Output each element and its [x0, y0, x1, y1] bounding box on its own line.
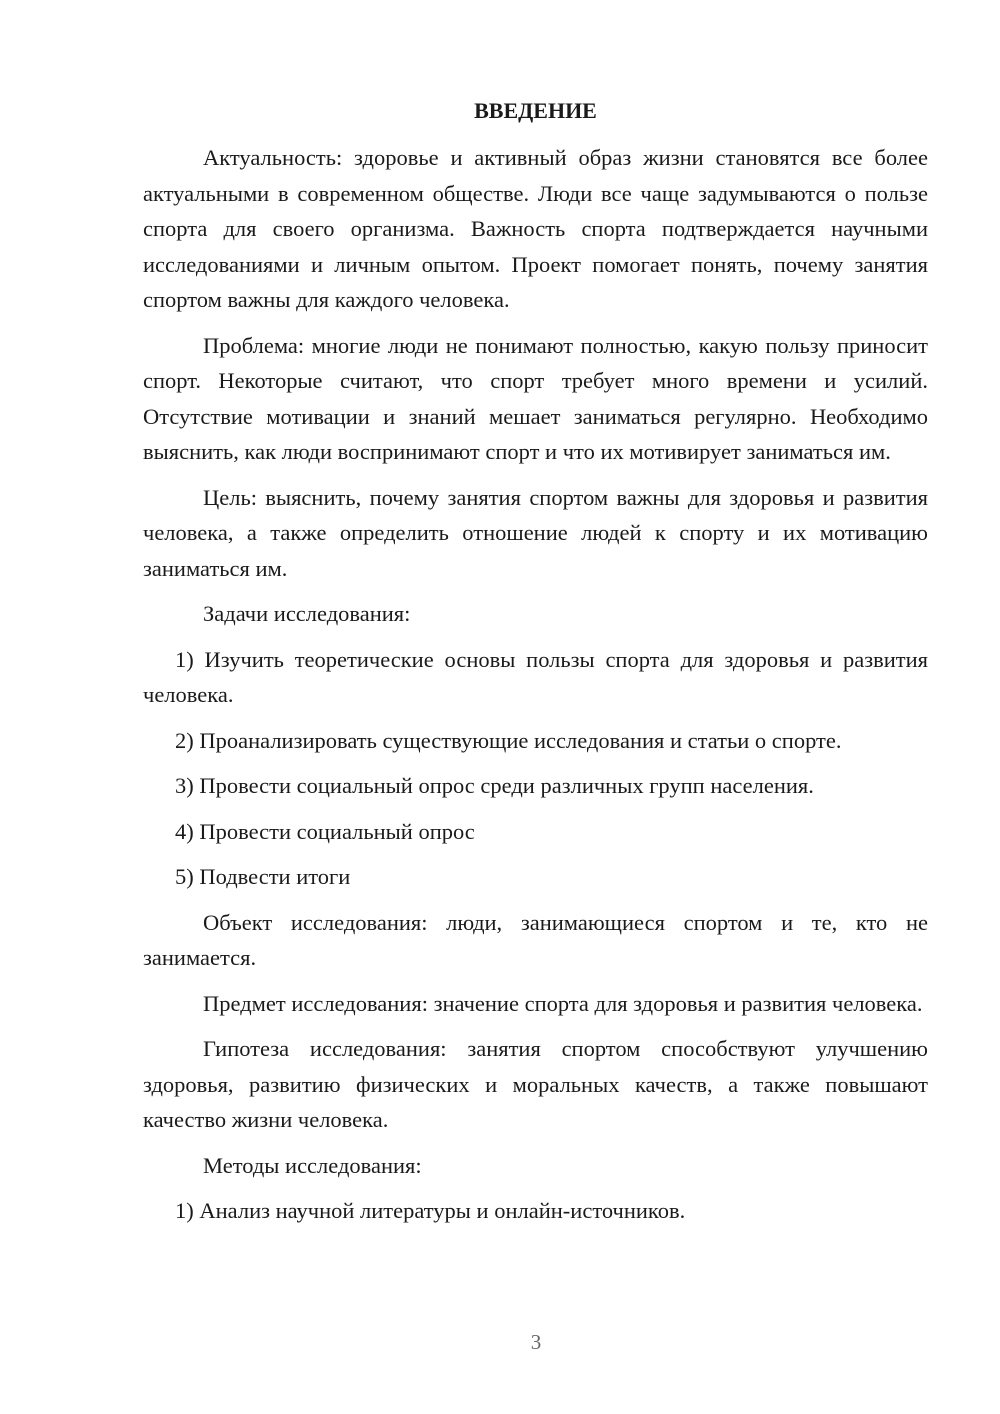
paragraph-subject: Предмет исследования: значение спорта для здоровья и развития человека. [203, 990, 923, 1016]
paragraph-hypothesis: Гипотеза исследования: занятия спортом способствуют улучшению здоровья, развитию физических и моральных качеств, а также повышают качество жизни человека. [143, 1036, 928, 1132]
task-item: 5) Подвести итоги [175, 864, 351, 889]
section-title: ВВЕДЕНИЕ [474, 98, 597, 123]
tasks-heading: Задачи исследования: [203, 601, 411, 626]
task-item: 1) Изучить теоретические основы пользы спорта для здоровья и развития человека. [143, 646, 928, 707]
task-item: 4) Провести социальный опрос [175, 818, 475, 844]
page-number: 3 [530, 1330, 542, 1354]
paragraph-relevance: Актуальность: здоровье и активный образ жизни становятся все более актуальными в современном обществе. Люди все чаще задумываются о пользе спорта для своего организма. Важность спорта подтверждается научными исследованиями и личным опытом. Проект помогает понять, почему занятия спортом важны для каждого человека. [143, 145, 928, 312]
task-item: 3) Провести социальный опрос среди различных групп населения. [175, 773, 814, 798]
task-item: 2) Проанализировать существующие исследования и статьи о спорте. [175, 727, 842, 753]
methods-heading: Методы исследования: [203, 1152, 422, 1178]
paragraph-object: Объект исследования: люди, занимающиеся спортом и те, кто не занимается. [143, 909, 928, 970]
paragraph-problem: Проблема: многие люди не понимают полностью, какую пользу приносит спорт. Некоторые считают, что спорт требует много времени и усилий. Отсутствие мотивации и знаний мешает заниматься регулярно. Необходимо выяснить, как люди воспринимают спорт и что их мотивирует заниматься им. [143, 332, 928, 464]
method-item: 1) Анализ научной литературы и онлайн-источников. [175, 1198, 686, 1223]
document-page [143, 94, 928, 1239]
paragraph-goal: Цель: выяснить, почему занятия спортом важны для здоровья и развития человека, а также определить отношение людей к спорту и их мотивацию заниматься им. [143, 484, 928, 581]
